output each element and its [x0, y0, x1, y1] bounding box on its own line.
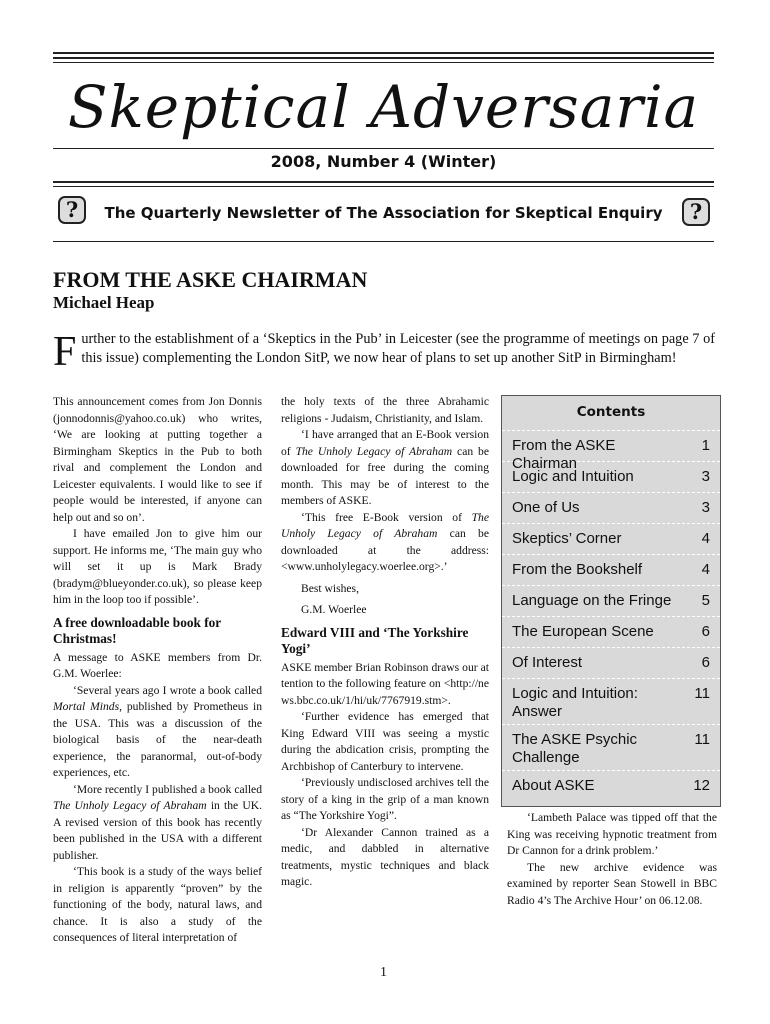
column-1 — [53, 394, 262, 947]
question-mark-icon: ? — [58, 196, 86, 224]
contents-item[interactable]: One of Us 3 — [502, 492, 720, 523]
paragraph: ‘I have arranged that an E-Book version of The Unholy Legacy of Abraham can be downloaded for free during the coming month. This may be of interest to the members of ASKE. — [281, 428, 489, 507]
contents-item[interactable]: The ASKE Psychic Challenge 11 — [502, 724, 720, 770]
paragraph: This announcement comes from Jon Donnis (jonnodonnis@yahoo.co.uk) who writes, ‘We are looking at putting together a Birmingham Skeptics in the Pub to both rival and complement the London and Leicester equivalents. I would like to see if people would be interested, if anyone can help out and so on’. — [53, 395, 262, 524]
contents-title: Contents — [576, 404, 646, 420]
question-mark-icon: ? — [682, 198, 710, 226]
contents-item[interactable]: From the ASKE Chairman 1 — [502, 430, 720, 461]
tagline: The Quarterly Newsletter of The Association for Skeptical Enquiry — [104, 204, 663, 222]
book-title: The Unholy Legacy of Abraham — [281, 510, 489, 540]
section-heading-free-book: A free downloadable book for Christmas! — [53, 614, 221, 646]
contents-item[interactable]: Language on the Fringe 5 — [502, 585, 720, 616]
paragraph: ‘This free E-Book version of The Unholy Legacy of Abraham can be downloaded at the address: <www.unholylegacy.woerlee.org>.’ — [281, 510, 489, 573]
contents-item[interactable]: Logic and Intuition 3 — [502, 461, 720, 492]
paragraph: ‘Lambeth Palace was tipped off that the King was receiving hypnotic treatment from Dr Cannon for a drink problem.’ — [507, 811, 717, 857]
paragraph: ‘Dr Alexander Cannon trained as a medic, and dabbled in alternative treatments, mystic techniques and black magic. — [281, 825, 489, 888]
top-rule-2 — [53, 57, 714, 59]
contents-item[interactable]: The European Scene 6 — [502, 616, 720, 647]
drop-cap: F — [53, 329, 77, 375]
paragraph: ASKE member Brian Robinson draws our attention to the following feature on <http://news.bbc.co.uk/1/hi/uk/7767919.stm>. — [281, 660, 489, 707]
signoff: Best wishes, — [301, 581, 359, 595]
paragraph: I have emailed Jon to give him our support. He informs me, ‘The main guy who will set it up is Mark Brady (bradym@blueyonder.co.uk), so please keep him in the loop too if possible’. — [53, 527, 262, 606]
contents-item[interactable]: About ASKE 12 — [502, 770, 720, 801]
issue-rule-1 — [53, 181, 714, 183]
paragraph: A message to ASKE members from Dr. G.M. Woerlee: — [53, 650, 262, 680]
contents-item[interactable]: From the Bookshelf 4 — [502, 554, 720, 585]
article-author: Michael Heap — [53, 293, 155, 312]
contents-item[interactable]: Skeptics’ Corner 4 — [502, 523, 720, 554]
paragraph: ‘Further evidence has emerged that King Edward VIII was seeing a mystic during the abdication crisis, prompting the Archbishop of Canterbury to intervene. — [281, 710, 489, 773]
book-title: The Unholy Legacy of Abraham — [295, 444, 453, 458]
issue-rule-2 — [53, 186, 714, 187]
book-title: Mortal Minds — [53, 700, 120, 713]
contents-item[interactable]: Logic and Intuition: Answer 11 — [502, 678, 720, 724]
article-intro — [53, 329, 715, 375]
paragraph: the holy texts of the three Abrahamic religions - Judaism, Christianity, and Islam. — [281, 395, 489, 425]
column-3 — [507, 810, 717, 909]
top-rule-3 — [53, 62, 714, 63]
book-title: The Unholy Legacy of Abraham — [53, 799, 207, 812]
paragraph: ‘Several years ago I wrote a book called Mortal Minds, published by Prometheus in the USA. This was a discussion of the biological basis of the near-death experience, the paranormal, out-of-body experiences, etc. — [53, 683, 262, 779]
paragraph: ‘More recently I published a book called The Unholy Legacy of Abraham in the UK. A revised version of this book has recently been published in the USA with a different publisher. — [53, 782, 262, 862]
column-2 — [281, 394, 489, 891]
top-rule-1 — [53, 52, 714, 54]
paragraph: The new archive evidence was examined by reporter Sean Stowell in BBC Radio 4’s The Archive Hour’ on 06.12.08. — [507, 860, 717, 907]
paragraph: ‘This book is a study of the ways belief in religion is apparently “proven” by the functioning of the body, natural laws, and chance. It is also a study of the consequences of literal interpretation of — [53, 865, 262, 944]
article-headline: FROM THE ASKE CHAIRMAN — [53, 267, 368, 292]
title-rule — [53, 148, 714, 149]
section-heading-yorkshire-yogi: Edward VIII and ‘The Yorkshire Yogi’ — [281, 624, 469, 656]
contents-item[interactable]: Of Interest 6 — [502, 647, 720, 678]
page-number: 1 — [380, 965, 387, 980]
signature: G.M. Woerlee — [301, 603, 367, 616]
paragraph: ‘Previously undisclosed archives tell the story of a king in the grip of a man known as “The Yorkshire Yogi”. — [281, 776, 489, 822]
tagline-rule — [53, 241, 714, 242]
intro-text: urther to the establishment of a ‘Skeptics in the Pub’ in Leicester (see the programme of meetings on page 7 of this issue) complementing the London SitP, we now hear of plans to set up another SitP in Birmingham! — [81, 331, 715, 366]
contents-box — [501, 395, 721, 807]
masthead-title: Skeptical Adversaria — [67, 73, 700, 141]
issue-label: 2008, Number 4 (Winter) — [270, 152, 497, 171]
